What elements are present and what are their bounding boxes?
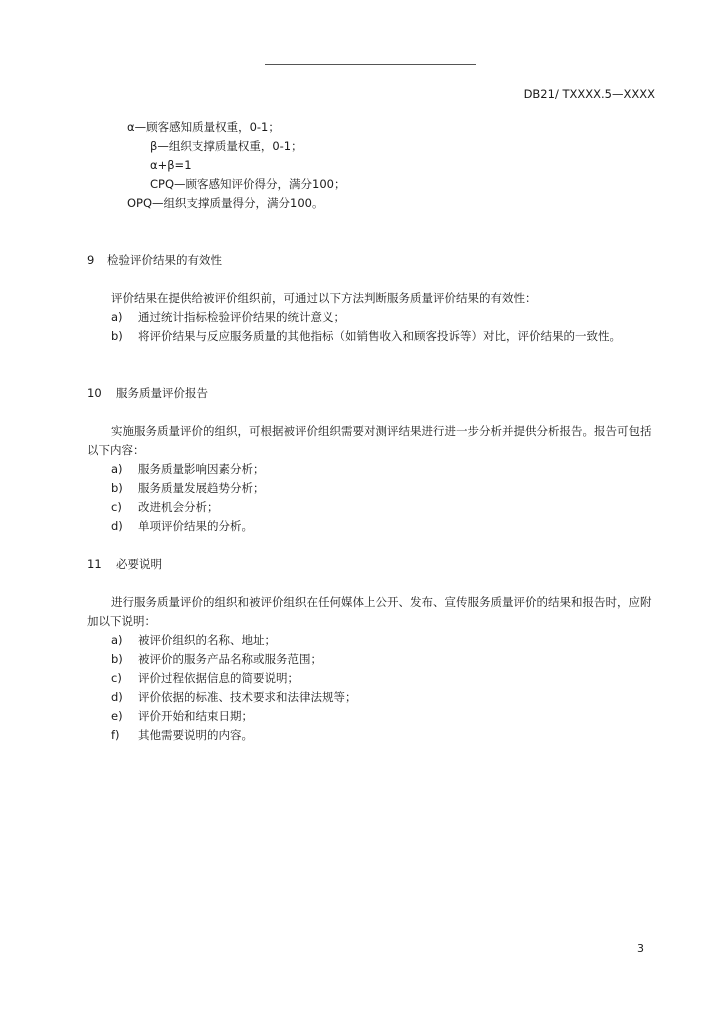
page-number: 3 <box>637 942 644 955</box>
formula-note-opq: OPQ—组织支撑质量得分，满分100。 <box>127 196 324 210</box>
document-code: DB21/ TXXXX.5—XXXX <box>523 87 655 101</box>
list-item-text: 被评价的服务产品名称或服务范围； <box>138 652 322 666</box>
list-item <box>111 498 659 517</box>
list-item-mark: d) <box>111 519 123 533</box>
list-item <box>111 631 659 650</box>
list-item <box>111 707 659 726</box>
list-item-mark: c) <box>111 500 122 514</box>
list-item <box>111 308 659 327</box>
list-item-text: 评价依据的标准、技术要求和法律法规等； <box>138 690 357 704</box>
list-item <box>111 517 659 536</box>
section-11-intro: 进行服务质量评价的组织和被评价组织在任何媒体上公开、发布、宣传服务质量评价的结果和报告时，应附加以下说明： <box>87 595 652 628</box>
list-item-mark: b) <box>111 329 123 343</box>
section-10-number: 10 <box>87 386 102 400</box>
list-item-text: 被评价组织的名称、地址； <box>138 633 276 647</box>
section-10-title: 服务质量评价报告 <box>116 386 208 400</box>
list-item-text: 通过统计指标检验评价结果的统计意义； <box>138 310 345 324</box>
list-item-text: 单项评价结果的分析。 <box>138 519 253 533</box>
list-item-text: 服务质量影响因素分析； <box>138 462 265 476</box>
list-item <box>111 479 659 498</box>
section-11-number: 11 <box>87 557 102 571</box>
list-item-mark: b) <box>111 481 123 495</box>
section-10-intro: 实施服务质量评价的组织，可根据被评价组织需要对测评结果进行进一步分析并提供分析报告。报告可包括以下内容： <box>87 424 652 457</box>
list-item <box>111 460 659 479</box>
list-item-mark: d) <box>111 690 123 704</box>
list-item <box>111 669 659 688</box>
section-11-title: 必要说明 <box>116 557 162 571</box>
formula-note-alpha: α—顾客感知质量权重，0-1； <box>127 120 280 134</box>
section-9-number: 9 <box>87 253 95 267</box>
section-11-heading <box>87 555 162 574</box>
list-item-text: 评价开始和结束日期； <box>138 709 253 723</box>
list-item-mark: a) <box>111 310 123 324</box>
formula-note-beta: β—组织支撑质量权重，0-1； <box>150 139 303 153</box>
list-item-text: 将评价结果与反应服务质量的其他指标（如销售收入和顾客投诉等）对比，评价结果的一致性。 <box>138 329 621 343</box>
section-9-title: 检验评价结果的有效性 <box>107 253 222 267</box>
list-item-mark: a) <box>111 633 123 647</box>
list-item-text: 其他需要说明的内容。 <box>138 728 253 742</box>
list-item-mark: b) <box>111 652 123 666</box>
header-rule <box>265 64 476 65</box>
section-9-heading <box>87 251 222 270</box>
section-9-intro: 评价结果在提供给被评价组织前，可通过以下方法判断服务质量评价结果的有效性： <box>111 291 537 305</box>
list-item <box>111 327 659 346</box>
formula-note-cpq: CPQ—顾客感知评价得分，满分100； <box>150 177 346 191</box>
list-item-text: 评价过程依据信息的简要说明； <box>138 671 299 685</box>
formula-note-sum: α+β=1 <box>150 158 192 172</box>
list-item <box>111 688 659 707</box>
list-item-text: 改进机会分析； <box>138 500 219 514</box>
list-item <box>111 726 659 745</box>
section-10-heading <box>87 384 208 403</box>
list-item-mark: a) <box>111 462 123 476</box>
list-item-text: 服务质量发展趋势分析； <box>138 481 265 495</box>
list-item <box>111 650 659 669</box>
list-item-mark: f) <box>111 728 120 742</box>
list-item-mark: e) <box>111 709 123 723</box>
list-item-mark: c) <box>111 671 122 685</box>
